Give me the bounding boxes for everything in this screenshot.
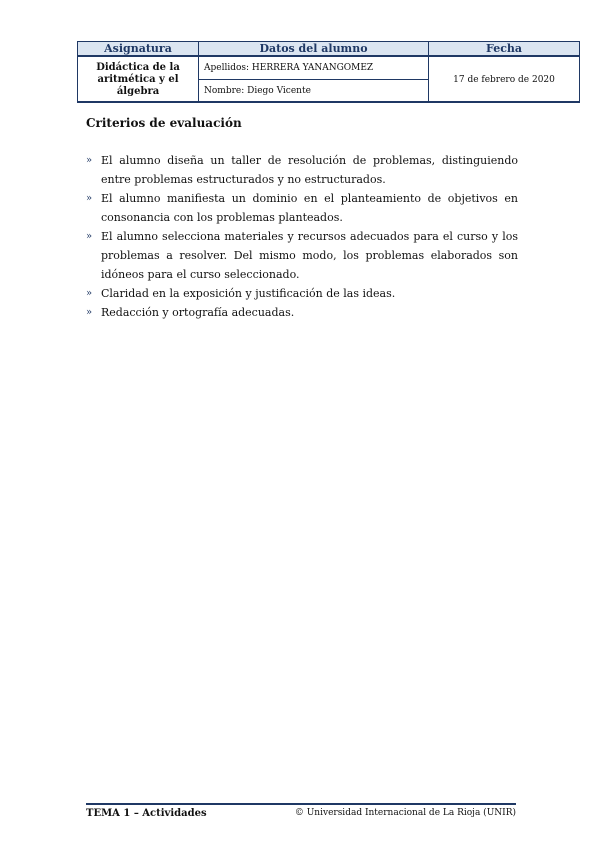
subject-name: Didáctica de la aritmética y el álgebra — [78, 56, 199, 103]
header-table — [77, 41, 580, 103]
criteria-item — [86, 284, 518, 303]
criteria-list — [86, 151, 518, 322]
bullet-icon: » — [86, 193, 93, 204]
submission-date: 17 de febrero de 2020 — [429, 56, 580, 103]
header-col-student: Datos del alumno — [199, 42, 429, 57]
student-surnames: Apellidos: HERRERA YANANGOMEZ — [199, 56, 429, 80]
criteria-text: Redacción y ortografía adecuadas. — [101, 306, 295, 319]
bullet-icon: » — [86, 231, 93, 242]
criteria-text: El alumno diseña un taller de resolución de problemas, distinguiendo entre problemas estructurados y no estructurados. — [101, 154, 518, 186]
footer-copyright: © Universidad Internacional de La Rioja (UNIR) — [294, 808, 516, 818]
criteria-text: El alumno selecciona materiales y recursos adecuados para el curso y los problemas a resolver. Del mismo modo, los problemas elaborados son idóneos para el curso seleccionado. — [101, 230, 518, 281]
criteria-item — [86, 303, 518, 322]
student-name: Nombre: Diego Vicente — [199, 80, 429, 103]
header-col-date: Fecha — [429, 42, 580, 57]
criteria-item — [86, 227, 518, 284]
footer-topic: TEMA 1 – Actividades — [86, 808, 207, 819]
criteria-item — [86, 151, 518, 189]
header-bottom-rule — [77, 101, 579, 103]
criteria-item — [86, 189, 518, 227]
criteria-text: El alumno manifiesta un dominio en el planteamiento de objetivos en consonancia con los problemas planteados. — [101, 192, 518, 224]
section-title: Criterios de evaluación — [86, 116, 242, 130]
footer-rule — [86, 803, 516, 805]
header-col-subject: Asignatura — [78, 42, 199, 57]
bullet-icon: » — [86, 307, 93, 318]
bullet-icon: » — [86, 155, 93, 166]
bullet-icon: » — [86, 288, 93, 299]
criteria-text: Claridad en la exposición y justificación de las ideas. — [101, 287, 396, 300]
